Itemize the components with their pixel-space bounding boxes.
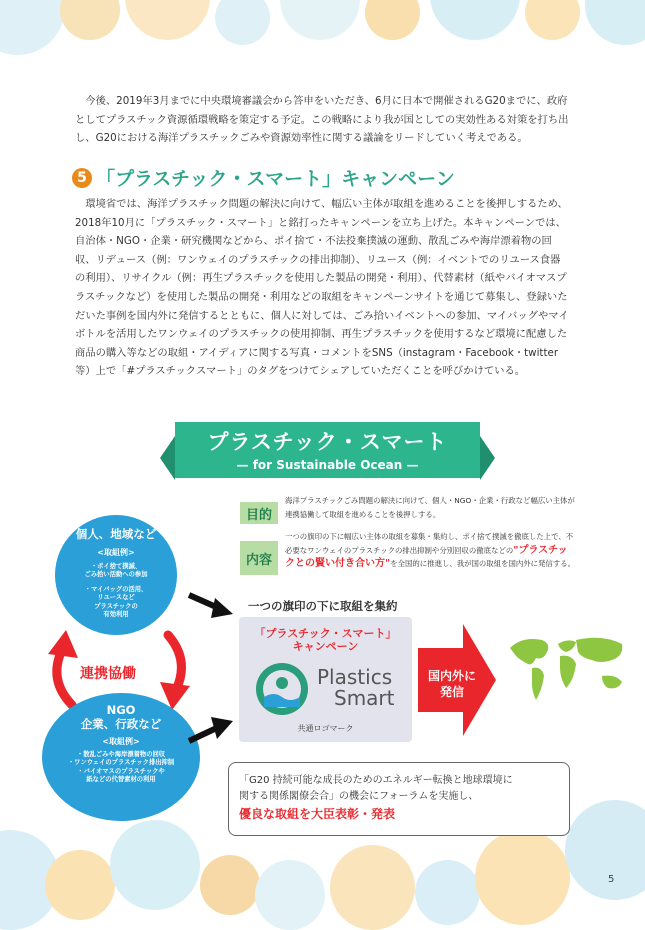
banner-subtitle: — for Sustainable Ocean — xyxy=(236,458,419,472)
individual-item: プラスチックの xyxy=(94,602,138,610)
intro-paragraph: 今後、2019年3月までに中央環境審議会から答申をいただき、6月に日本で開催されるG20までに、政府としてプラスチック資源循環戦略を策定する予定。この戦略により我が国としての実効性ある対策を打ち出し、G20における海洋プラスチックごみや資源効率性に関する議論をリードしていく考えである。 xyxy=(75,95,569,145)
banner-fold-left xyxy=(160,436,175,480)
forum-line-1: 「G20 持続可能な成長のためのエネルギー転換と地球環境に xyxy=(239,775,513,786)
section-heading xyxy=(72,164,455,191)
ngo-circle-title-2: 企業、行政など xyxy=(80,717,162,731)
content-text-after: を全国的に推進し、我が国の取組を国内外に発信する。 xyxy=(390,559,575,568)
banner-fold-right xyxy=(480,436,495,480)
content-highlight: "プラスチックとの賢い付き合い方" xyxy=(285,544,568,569)
individual-item: ごみ拾い活動への参加 xyxy=(84,571,148,579)
individual-examples-label: <取組例> xyxy=(97,548,135,557)
campaign-title-1: 「プラスチック・スマート」 xyxy=(254,627,397,640)
content-text xyxy=(285,530,575,571)
ngo-item: ・バイオマスのプラスチックや xyxy=(77,767,165,775)
cooperation-label: 連携協働 xyxy=(80,666,136,682)
ngo-item: ・散乱ごみや海岸漂着物の回収 xyxy=(76,751,166,758)
plastics-smart-logo-icon xyxy=(254,661,310,717)
ngo-item: ・ワンウェイのプラスチック排出抑制 xyxy=(67,759,175,767)
ngo-examples-label: <取組例> xyxy=(102,737,140,746)
forum-line-2: 関する関係閣僚会合」の機会にフォーラムを実施し、 xyxy=(239,791,479,802)
individual-item: リユースなど xyxy=(97,594,135,602)
purpose-label: 目的 xyxy=(240,502,278,524)
campaign-banner xyxy=(175,422,480,478)
arrow-right-icon xyxy=(185,715,235,745)
gather-label: 一つの旗印の下に取組を集約 xyxy=(248,599,398,613)
page-number: 5 xyxy=(608,874,615,885)
individual-circle xyxy=(55,515,177,635)
content-text-before: 一つの旗印の下に幅広い主体の取組を募集・集約し、ポイ捨て撲滅を徹底した上で、不必要なワンウェイのプラスチックの排出抑制や分別回収の徹底などの xyxy=(285,532,574,555)
individual-item: ・マイバッグの活用、 xyxy=(84,585,148,593)
individual-circle-title: 個人、地域など xyxy=(75,527,157,541)
individual-item: 有効利用 xyxy=(103,611,129,619)
logo-text-plastics: Plastics xyxy=(317,665,393,689)
campaign-title-2: キャンペーン xyxy=(292,640,359,653)
arrow-right-icon xyxy=(185,590,235,620)
ngo-circle-title-1: NGO xyxy=(106,703,136,717)
world-map-icon xyxy=(502,630,634,708)
purpose-text: 海洋プラスチックごみ問題の解決に向けて、個人・NGO・企業・行政など幅広い主体が連携協働して取組を進めることを後押しする。 xyxy=(285,496,575,519)
section-number-badge: 5 xyxy=(72,168,92,188)
forum-highlight: 優良な取組を大臣表彰・発表 xyxy=(239,807,396,821)
forum-box xyxy=(228,762,570,836)
section-title: 「プラスチック・スマート」キャンペーン xyxy=(96,168,455,190)
campaign-box xyxy=(239,617,412,742)
dispatch-line-2: 発信 xyxy=(439,685,464,699)
logo-text-smart: Smart xyxy=(334,686,395,710)
ngo-item: 紙などの代替素材の利用 xyxy=(86,776,156,784)
ngo-circle xyxy=(42,693,200,821)
individual-item: ・ポイ捨て撲滅、 xyxy=(90,563,142,570)
dispatch-line-1: 国内外に xyxy=(427,669,476,683)
logo-caption: 共通ロゴマーク xyxy=(297,724,354,733)
banner-title: プラスチック・スマート xyxy=(207,430,448,454)
content-label: 内容 xyxy=(240,541,278,575)
section-body: 環境省では、海洋プラスチック問題の解決に向けて、幅広い主体が取組を進めることを後押しするため、2018年10月に「プラスチック・スマート」と銘打ったキャンペーンを立ち上げた。本キャンペーンでは、自治体・NGO・企業・研究機関などから、ポイ捨て・不法投棄撲滅の運動、散乱ごみや海岸漂着物の回収、リデュース（例：ワンウェイのプラスチックの排出抑制）、リユース（例：イベントでのリユース食器の利用）、リサイクル（例：再生プラスチックを使用した製品の開発・利用）、代替素材（紙やバイオマスプラスチックなど）を使用した製品の開発・利用などの取組をキャンペーンサイトを通じて募集し、登録いただいた事例を国内外に発信するとともに、個人に対しては、ごみ拾いイベントへの参加、マイバッグやマイボトルを活用したワンウェイのプラスチックの使用抑制、再生プラスチックを使用するなど環境に配慮した商品の購入等などの取組・アイディアに関する写真・コメントをSNS（instagram・Facebook・twitter等）上で「#プラスチックスマート」のタグをつけてシェアしていただくことを呼びかけている。 xyxy=(75,198,569,378)
dispatch-label xyxy=(422,668,482,700)
